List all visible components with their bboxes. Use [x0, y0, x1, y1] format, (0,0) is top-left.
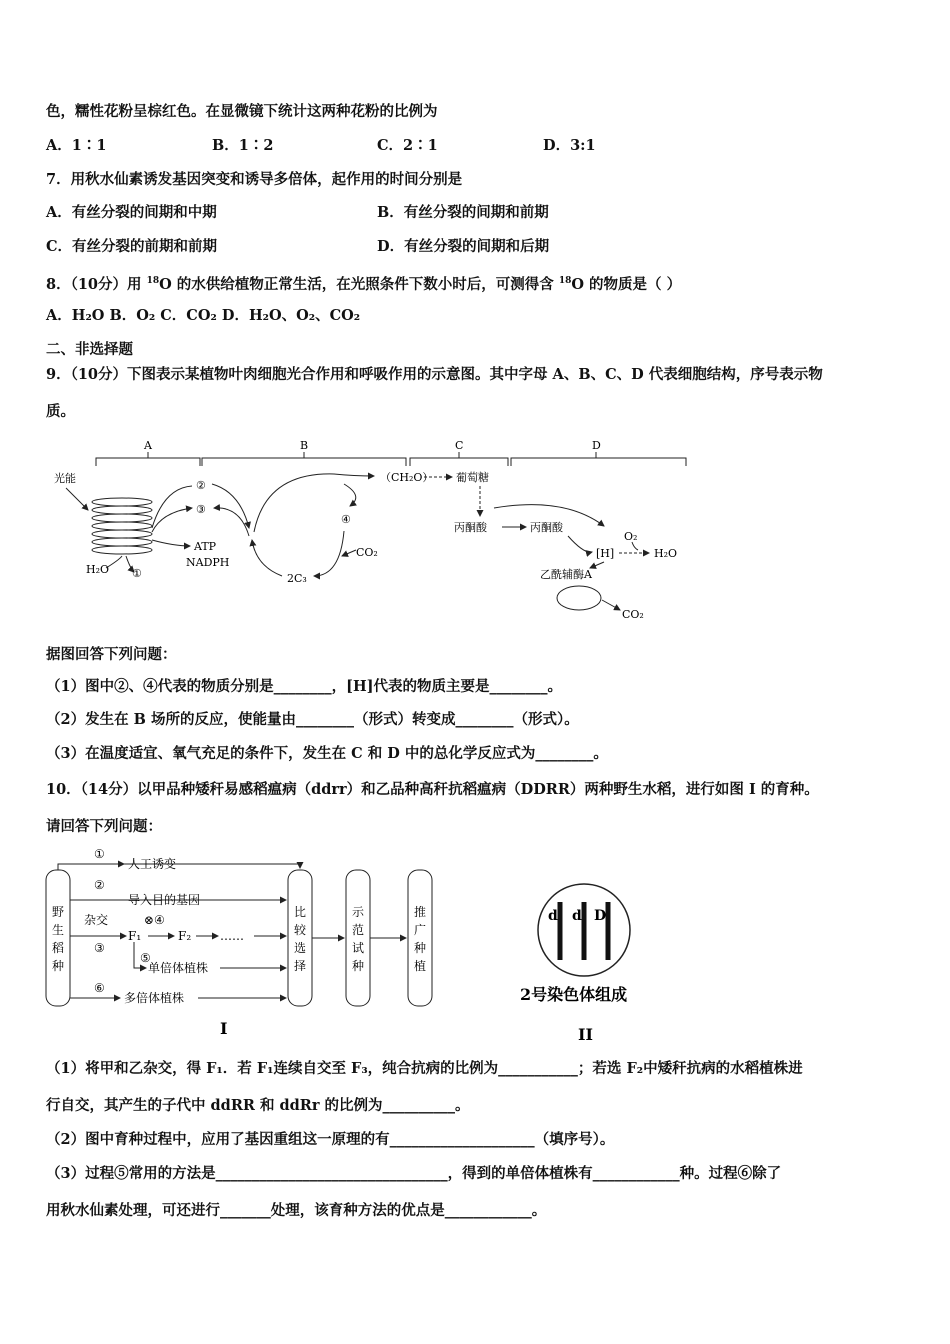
q7-option-c: C．有丝分裂的前期和前期	[46, 238, 218, 255]
photosynthesis-respiration-diagram	[44, 436, 694, 626]
q10-part-3a: （3）过程⑤常用的方法是________________________________，得到的单倍体植株有____________种。过程⑥除了	[46, 1165, 782, 1182]
acetyl-coa-label: 乙酰辅酶A	[540, 568, 592, 581]
q7-option-a: A．有丝分裂的间期和中期	[46, 204, 217, 221]
artificial-mutagenesis-label: 人工诱变	[128, 857, 177, 871]
breeding-diagram-i	[44, 844, 444, 1044]
step-4-label: ⊗④	[144, 913, 165, 927]
region-b-label: B	[300, 439, 309, 452]
q6-option-b: B．1∶2	[212, 137, 274, 154]
step-3-label: ③	[94, 941, 105, 955]
substance-2-label: ②	[196, 479, 206, 492]
step-5-label: ⑤	[140, 951, 151, 965]
q10-stem: 10．（14分）以甲品种矮秆易感稻瘟病（ddrr）和乙品种高秆抗稻瘟病（DDRR）两种野生水稻，进行如图 I 的育种。	[46, 781, 819, 798]
q6-option-c: C．2∶1	[377, 137, 438, 154]
polyploid-label: 多倍体植株	[124, 991, 185, 1005]
chromosome-caption: 2号染色体组成	[520, 985, 628, 1004]
haploid-label: 单倍体植株	[148, 961, 209, 975]
nadph-label: NADPH	[186, 556, 230, 569]
q10-stem-cont: 请回答下列问题：	[46, 818, 162, 835]
thylakoid-stack	[92, 498, 152, 554]
q10-part-2: （2）图中育种过程中，应用了基因重组这一原理的有____________________（填序号）。	[46, 1131, 615, 1148]
cross-label: 杂交	[84, 913, 109, 927]
ch2o-label: （CH₂O）	[380, 471, 434, 484]
step-1-label: ①	[94, 847, 105, 861]
wild-rice-char-3: 稻	[52, 941, 65, 955]
pyruvate-d-label: 丙酮酸	[530, 521, 563, 534]
water-input-label: H₂O	[86, 563, 110, 576]
q10-part-3b: 用秋水仙素处理，可还进行_______处理，该育种方法的优点是____________。	[46, 1202, 547, 1219]
q7-stem: 7．用秋水仙素诱发基因突变和诱导多倍体，起作用的时间分别是	[46, 171, 463, 188]
demo-char-2: 范	[352, 923, 365, 937]
wild-rice-box	[46, 870, 70, 1006]
promote-char-4: 植	[414, 959, 427, 973]
atp-label: ATP	[194, 540, 217, 553]
promote-char-1: 推	[414, 905, 427, 919]
co2-input-label: CO₂	[356, 546, 378, 559]
co2-output-label: CO₂	[622, 608, 644, 621]
gene-introduction-label: 导入目的基因	[128, 893, 201, 907]
q6-option-a: A．1∶1	[46, 137, 107, 154]
q10-part-1b: 行自交，其产生的子代中 ddRR 和 ddRr 的比例为__________。	[46, 1097, 470, 1114]
substance-1-label: ①	[132, 567, 142, 580]
compare-char-1: 比	[294, 905, 307, 919]
q10-part-1a: （1）将甲和乙杂交，得 F₁．若 F₁连续自交至 F₃，纯合抗病的比例为___________；若选 F₂中矮秆抗病的水稻植株进	[46, 1060, 803, 1077]
promote-char-2: 广	[414, 923, 427, 937]
demo-trial-box	[346, 870, 370, 1006]
chromosome-diagram-ii	[510, 880, 660, 1045]
q9-part-2: （2）发生在 B 场所的反应，使能量由________（形式）转变成________（形式）。	[46, 711, 579, 728]
gene-2: d	[572, 908, 582, 924]
region-c-label: C	[455, 439, 464, 452]
question-continued: 色，糯性花粉呈棕红色。在显微镜下统计这两种花粉的比例为	[46, 103, 438, 120]
q9-intro: 据图回答下列问题：	[46, 646, 177, 663]
ellipsis-label: ……	[220, 929, 244, 943]
demo-char-1: 示	[352, 905, 365, 919]
q9-part-3: （3）在温度适宜、氧气充足的条件下，发生在 C 和 D 中的总化学反应式为________。	[46, 745, 608, 762]
step-6-label: ⑥	[94, 981, 105, 995]
krebs-cycle	[557, 586, 601, 610]
region-a-label: A	[144, 439, 152, 452]
section-heading: 二、非选择题	[46, 341, 133, 358]
pyruvate-c-label: 丙酮酸	[454, 521, 487, 534]
gene-1: d	[548, 908, 558, 924]
glucose-label: 葡萄糖	[456, 471, 489, 484]
gene-3: D	[594, 908, 607, 924]
wild-rice-char-2: 生	[52, 923, 65, 937]
wild-rice-char-1: 野	[52, 905, 65, 919]
step-2-label: ②	[94, 878, 105, 892]
light-energy-label: 光能	[54, 472, 76, 485]
f2-label: F₂	[178, 929, 192, 943]
q9-stem-cont: 质。	[46, 403, 75, 420]
compare-char-3: 选	[294, 941, 307, 955]
wild-rice-char-4: 种	[52, 959, 65, 973]
promote-box	[408, 870, 432, 1006]
oxygen-label: O₂	[624, 530, 638, 543]
compare-char-2: 较	[294, 923, 307, 937]
promote-char-3: 种	[414, 941, 427, 955]
q7-option-b: B．有丝分裂的间期和前期	[377, 204, 549, 221]
c3-label: 2C₃	[287, 572, 307, 585]
q9-stem: 9．（10分）下图表示某植物叶肉细胞光合作用和呼吸作用的示意图。其中字母 A、B、C、D 代表细胞结构，序号表示物	[46, 366, 823, 383]
demo-char-3: 试	[352, 941, 365, 955]
water-output-label: H₂O	[654, 547, 678, 560]
q9-part-1: （1）图中②、④代表的物质分别是________，[H]代表的物质主要是________。	[46, 678, 563, 695]
q8-stem: 8．（10分）用 $^{18}$O 的水供给植物正常生活，在光照条件下数小时后，可测得含 $^{18}$O 的物质是（ ）	[46, 275, 682, 293]
compare-char-4: 择	[294, 959, 307, 973]
demo-char-4: 种	[352, 959, 365, 973]
substance-4-label: ④	[341, 513, 351, 526]
hydrogen-label: [H]	[596, 547, 615, 560]
substance-3-label: ③	[196, 503, 206, 516]
compare-select-box	[288, 870, 312, 1006]
region-d-label: D	[592, 439, 601, 452]
q7-option-d: D．有丝分裂的间期和后期	[377, 238, 550, 255]
q8-options: A．H₂O B．O₂ C．CO₂ D．H₂O、O₂、CO₂	[46, 307, 361, 324]
figure-i-label: I	[220, 1019, 228, 1038]
f1-label: F₁	[128, 929, 142, 943]
q6-option-d: D．3:1	[543, 137, 596, 154]
figure-ii-label: II	[578, 1025, 593, 1044]
